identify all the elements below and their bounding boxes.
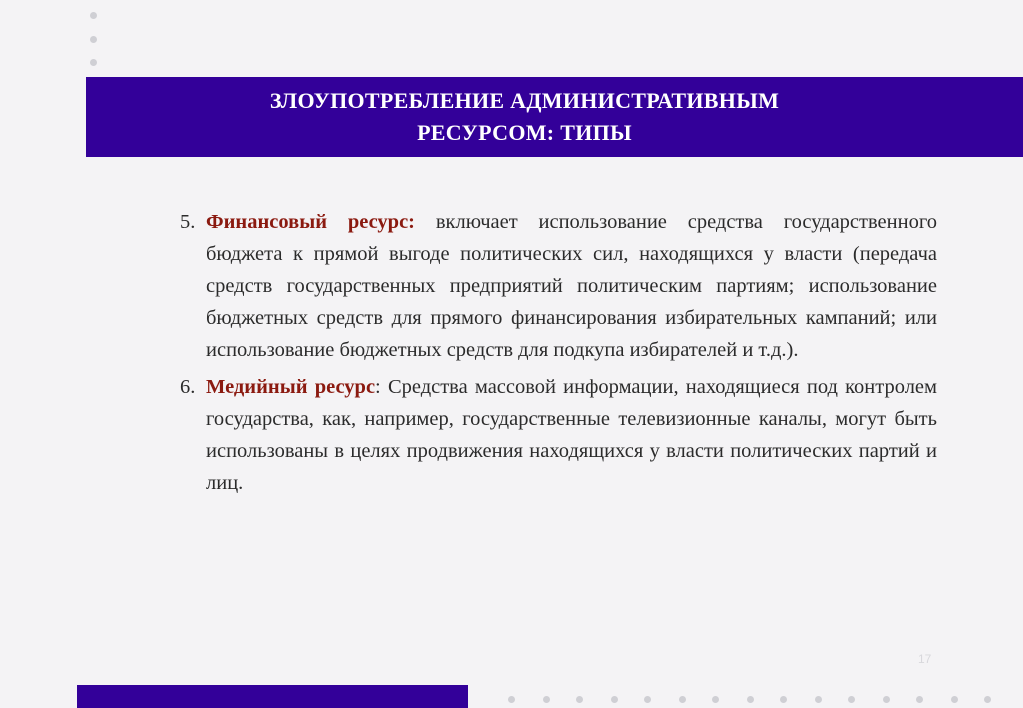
decorative-dot [916, 696, 923, 703]
decorative-dot [984, 696, 991, 703]
decorative-dot [90, 12, 97, 19]
item-term: Финансовый ресурс: [206, 211, 415, 233]
title-bar [86, 77, 1023, 157]
decorative-dot [712, 696, 719, 703]
list-item-media-resource [180, 371, 937, 499]
decorative-dot [848, 696, 855, 703]
slide-title-line-1: ЗЛОУПОТРЕБЛЕНИЕ АДМИНИСТРАТИВНЫМ [269, 88, 780, 113]
decorative-dot [780, 696, 787, 703]
slide-title-line-2: РЕСУРСОМ: ТИПЫ [417, 120, 632, 145]
item-number: 5. [180, 211, 196, 233]
decorative-dot [576, 696, 583, 703]
decorative-dot [90, 36, 97, 43]
decorative-dot [747, 696, 754, 703]
item-term: Медийный ресурс [206, 376, 376, 398]
decorative-dot [508, 696, 515, 703]
decorative-dot [644, 696, 651, 703]
slide-title [270, 85, 779, 149]
item-text: включает использование средства государственного бюджета к прямой выгоде политических сил, находящихся у власти (передача средств государственных предприятий политическим партиям; использование бюджетных средств для прямого финансирования избирательных кампаний; или использование бюджетных средств для подкупа избирателей и т.д.). [206, 211, 937, 361]
list-item-financial-resource [180, 206, 937, 366]
decorative-dot [679, 696, 686, 703]
item-text: Средства массовой информации, находящиеся под контролем государства, как, например, государственные телевизионные каналы, могут быть использованы в целях продвижения находящихся у власти политических партий и лиц. [206, 376, 938, 494]
decorative-dot [951, 696, 958, 703]
page-number: 17 [918, 652, 932, 666]
slide-content [180, 206, 937, 504]
decorative-dot [543, 696, 550, 703]
footer-bar [77, 685, 468, 708]
decorative-dot [883, 696, 890, 703]
decorative-dot [90, 59, 97, 66]
item-term-separator: : [375, 376, 381, 398]
item-number: 6. [180, 376, 196, 398]
decorative-dot [611, 696, 618, 703]
decorative-dot [815, 696, 822, 703]
